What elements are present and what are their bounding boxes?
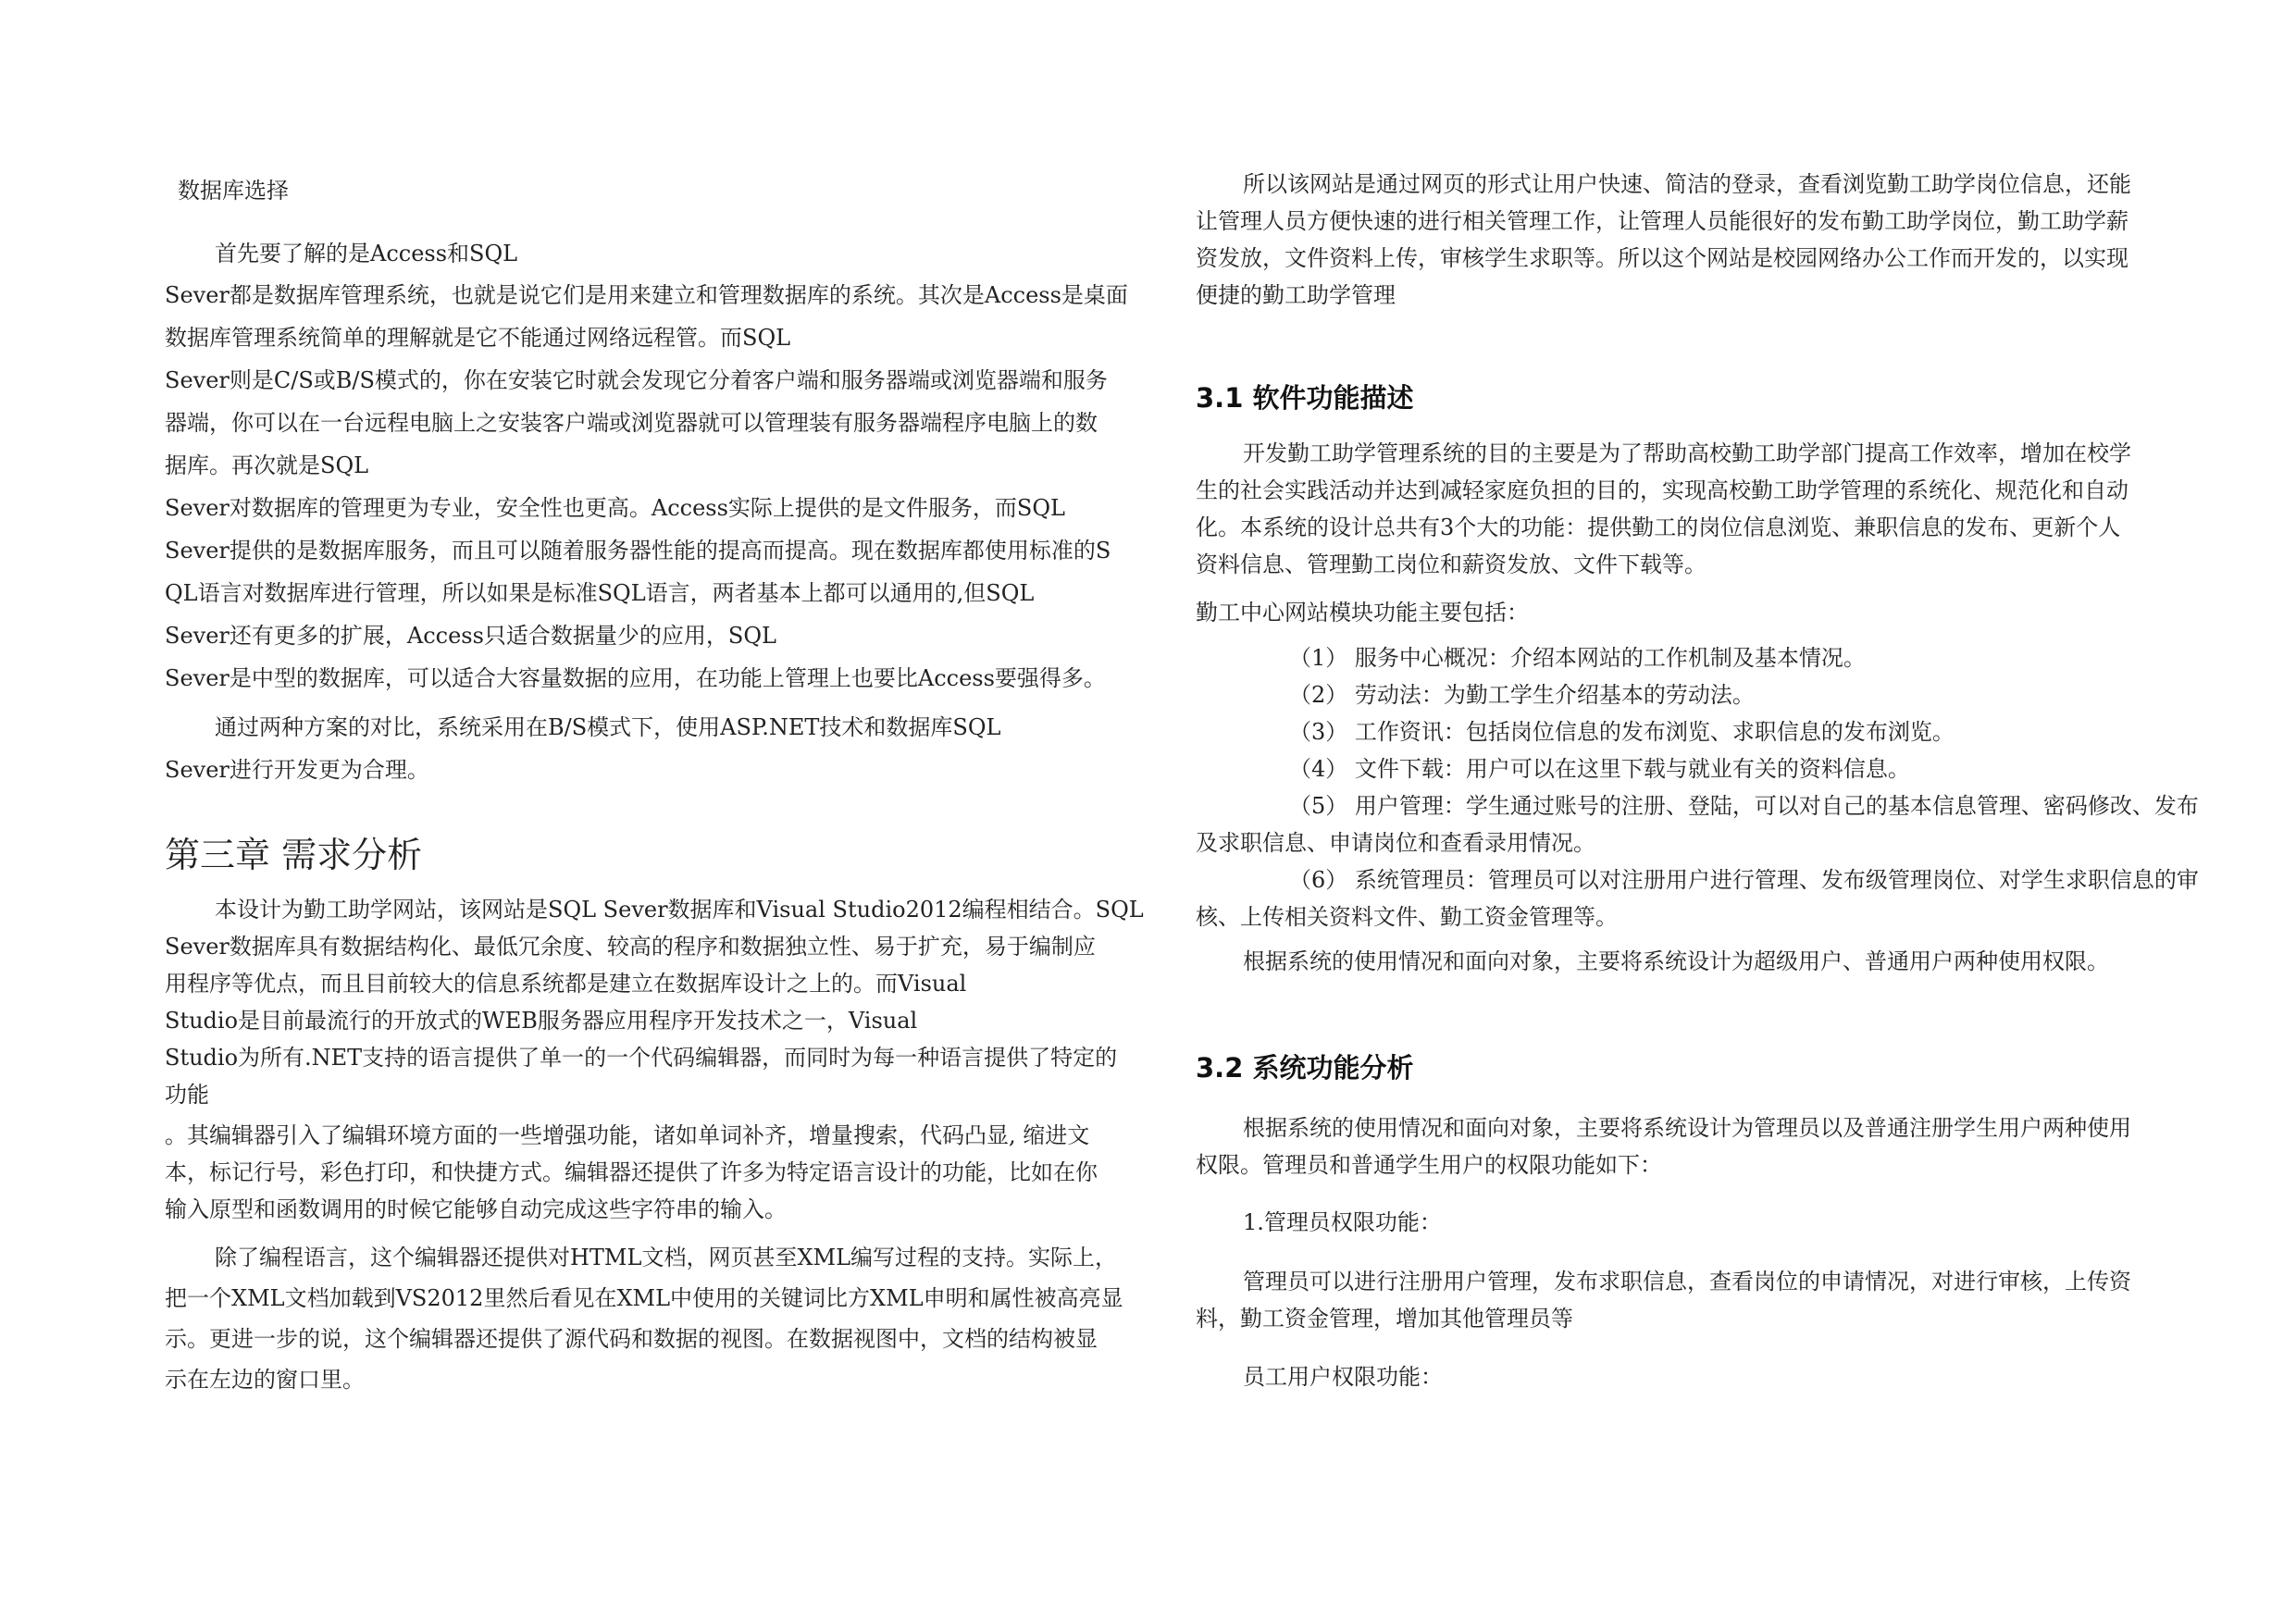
paragraph-line: Studio是目前最流行的开放式的WEB服务器应用程序开发技术之一，Visual: [165, 1008, 918, 1034]
paragraph-line: 本，标记行号，彩色打印，和快捷方式。编辑器还提供了许多为特定语言设计的功能，比如在你: [165, 1159, 1098, 1185]
module-item: 及求职信息、申请岗位和查看录用情况。: [1196, 830, 1595, 856]
modules-intro: 勤工中心网站模块功能主要包括：: [1196, 600, 1529, 626]
module-item: （2） 劳动法：为勤工学生介绍基本的劳动法。: [1289, 682, 1755, 708]
paragraph-line: Sever对数据库的管理更为专业，安全性也更高。Access实际上提供的是文件服务，而SQL: [165, 495, 1065, 521]
paragraph-line: 示。更进一步的说，这个编辑器还提供了源代码和数据的视图。在数据视图中，文档的结构被显: [165, 1326, 1098, 1352]
paragraph-line: Sever提供的是数据库服务，而且可以随着服务器性能的提高而提高。现在数据库都使用标准的S: [165, 538, 1111, 564]
section-title-3-1: 3.1 软件功能描述: [1196, 382, 1414, 414]
paragraph-line: 把一个XML文档加载到VS2012里然后看见在XML中使用的关键词比方XML申明和属性被高亮显: [165, 1285, 1123, 1311]
paragraph-line: Sever是中型的数据库，可以适合大容量数据的应用，在功能上管理上也要比Access要强得多。: [165, 665, 1106, 691]
paragraph-line: Sever则是C/S或B/S模式的，你在安装它时就会发现它分着客户端和服务器端或浏览器端和服务: [165, 367, 1108, 393]
paragraph-line: 开发勤工助学管理系统的目的主要是为了帮助高校勤工助学部门提高工作效率，增加在校学: [1243, 440, 2131, 466]
section-title-3-2: 3.2 系统功能分析: [1196, 1052, 1414, 1084]
paragraph-line: Sever还有更多的扩展，Access只适合数据量少的应用，SQL: [165, 623, 776, 649]
paragraph-line: 功能: [165, 1082, 209, 1108]
paragraph-line: 根据系统的使用情况和面向对象，主要将系统设计为管理员以及普通注册学生用户两种使用: [1243, 1115, 2131, 1141]
paragraph-line: 本设计为勤工助学网站，该网站是SQL Sever数据库和Visual Studio2012编程相结合。SQL: [215, 897, 1144, 923]
paragraph-line: 根据系统的使用情况和面向对象，主要将系统设计为超级用户、普通用户两种使用权限。: [1243, 948, 2109, 974]
paragraph-line: 通过两种方案的对比，系统采用在B/S模式下，使用ASP.NET技术和数据库SQL: [215, 714, 1001, 740]
paragraph-line: 化。本系统的设计总共有3个大的功能：提供勤工的岗位信息浏览、兼职信息的发布、更新个人: [1196, 514, 2121, 540]
paragraph-line: 器端，你可以在一台远程电脑上之安装客户端或浏览器就可以管理装有服务器端程序电脑上的数: [165, 410, 1098, 436]
paragraph-line: 管理员可以进行注册用户管理，发布求职信息，查看岗位的申请情况，对进行审核，上传资: [1243, 1269, 2131, 1295]
staff-permissions-heading: 员工用户权限功能：: [1243, 1364, 1443, 1390]
paragraph-line: 生的社会实践活动并达到减轻家庭负担的目的，实现高校勤工助学管理的系统化、规范化和自动: [1196, 477, 2128, 503]
paragraph-line: 让管理人员方便快速的进行相关管理工作，让管理人员能很好的发布勤工助学岗位，勤工助学薪: [1196, 208, 2128, 234]
module-item: （3） 工作资讯：包括岗位信息的发布浏览、求职信息的发布浏览。: [1289, 719, 1955, 745]
paragraph-line: 输入原型和函数调用的时候它能够自动完成这些字符串的输入。: [165, 1196, 787, 1222]
paragraph-line: 除了编程语言，这个编辑器还提供对HTML文档，网页甚至XML编写过程的支持。实际上，: [215, 1245, 1118, 1270]
paragraph-line: 便捷的勤工助学管理: [1196, 282, 1396, 308]
paragraph-line: Sever数据库具有数据结构化、最低冗余度、较高的程序和数据独立性、易于扩充，易于编制应: [165, 934, 1096, 960]
paragraph-line: Sever都是数据库管理系统，也就是说它们是用来建立和管理数据库的系统。其次是Access是桌面: [165, 282, 1128, 308]
paragraph-line: 数据库管理系统简单的理解就是它不能通过网络远程管。而SQL: [165, 325, 791, 351]
module-item: （6） 系统管理员：管理员可以对注册用户进行管理、发布级管理岗位、对学生求职信息的审: [1289, 867, 2199, 893]
paragraph-line: 示在左边的窗口里。: [165, 1367, 365, 1393]
paragraph-line: QL语言对数据库进行管理，所以如果是标准SQL语言，两者基本上都可以通用的,但SQL: [165, 580, 1035, 606]
module-item: （1） 服务中心概况：介绍本网站的工作机制及基本情况。: [1289, 645, 1866, 671]
paragraph-line: 用程序等优点，而且目前较大的信息系统都是建立在数据库设计之上的。而Visual: [165, 971, 967, 997]
module-item: 核、上传相关资料文件、勤工资金管理等。: [1196, 904, 1618, 930]
admin-permissions-heading: 1.管理员权限功能：: [1243, 1209, 1442, 1235]
paragraph-line: 权限。管理员和普通学生用户的权限功能如下：: [1196, 1152, 1662, 1178]
paragraph-line: 所以该网站是通过网页的形式让用户快速、简洁的登录，查看浏览勤工助学岗位信息，还能: [1243, 171, 2131, 197]
chapter-title: 第三章 需求分析: [165, 835, 423, 875]
paragraph-line: Studio为所有.NET支持的语言提供了单一的一个代码编辑器，而同时为每一种语言提供了特定的: [165, 1045, 1118, 1071]
db-selection-heading: 数据库选择: [178, 178, 289, 204]
paragraph-line: 首先要了解的是Access和SQL: [215, 241, 518, 266]
paragraph-line: Sever进行开发更为合理。: [165, 757, 429, 783]
module-item: （5） 用户管理：学生通过账号的注册、登陆，可以对自己的基本信息管理、密码修改、发布: [1289, 793, 2199, 819]
paragraph-line: 。其编辑器引入了编辑环境方面的一些增强功能，诸如单词补齐，增量搜索，代码凸显, 缩进文: [165, 1122, 1090, 1148]
paragraph-line: 据库。再次就是SQL: [165, 452, 369, 478]
module-item: （4） 文件下载：用户可以在这里下载与就业有关的资料信息。: [1289, 756, 1910, 782]
paragraph-line: 资发放，文件资料上传，审核学生求职等。所以这个网站是校园网络办公工作而开发的，以实现: [1196, 245, 2128, 271]
paragraph-line: 料，勤工资金管理，增加其他管理员等: [1196, 1306, 1573, 1332]
paragraph-line: 资料信息、管理勤工岗位和薪资发放、文件下载等。: [1196, 551, 1706, 577]
